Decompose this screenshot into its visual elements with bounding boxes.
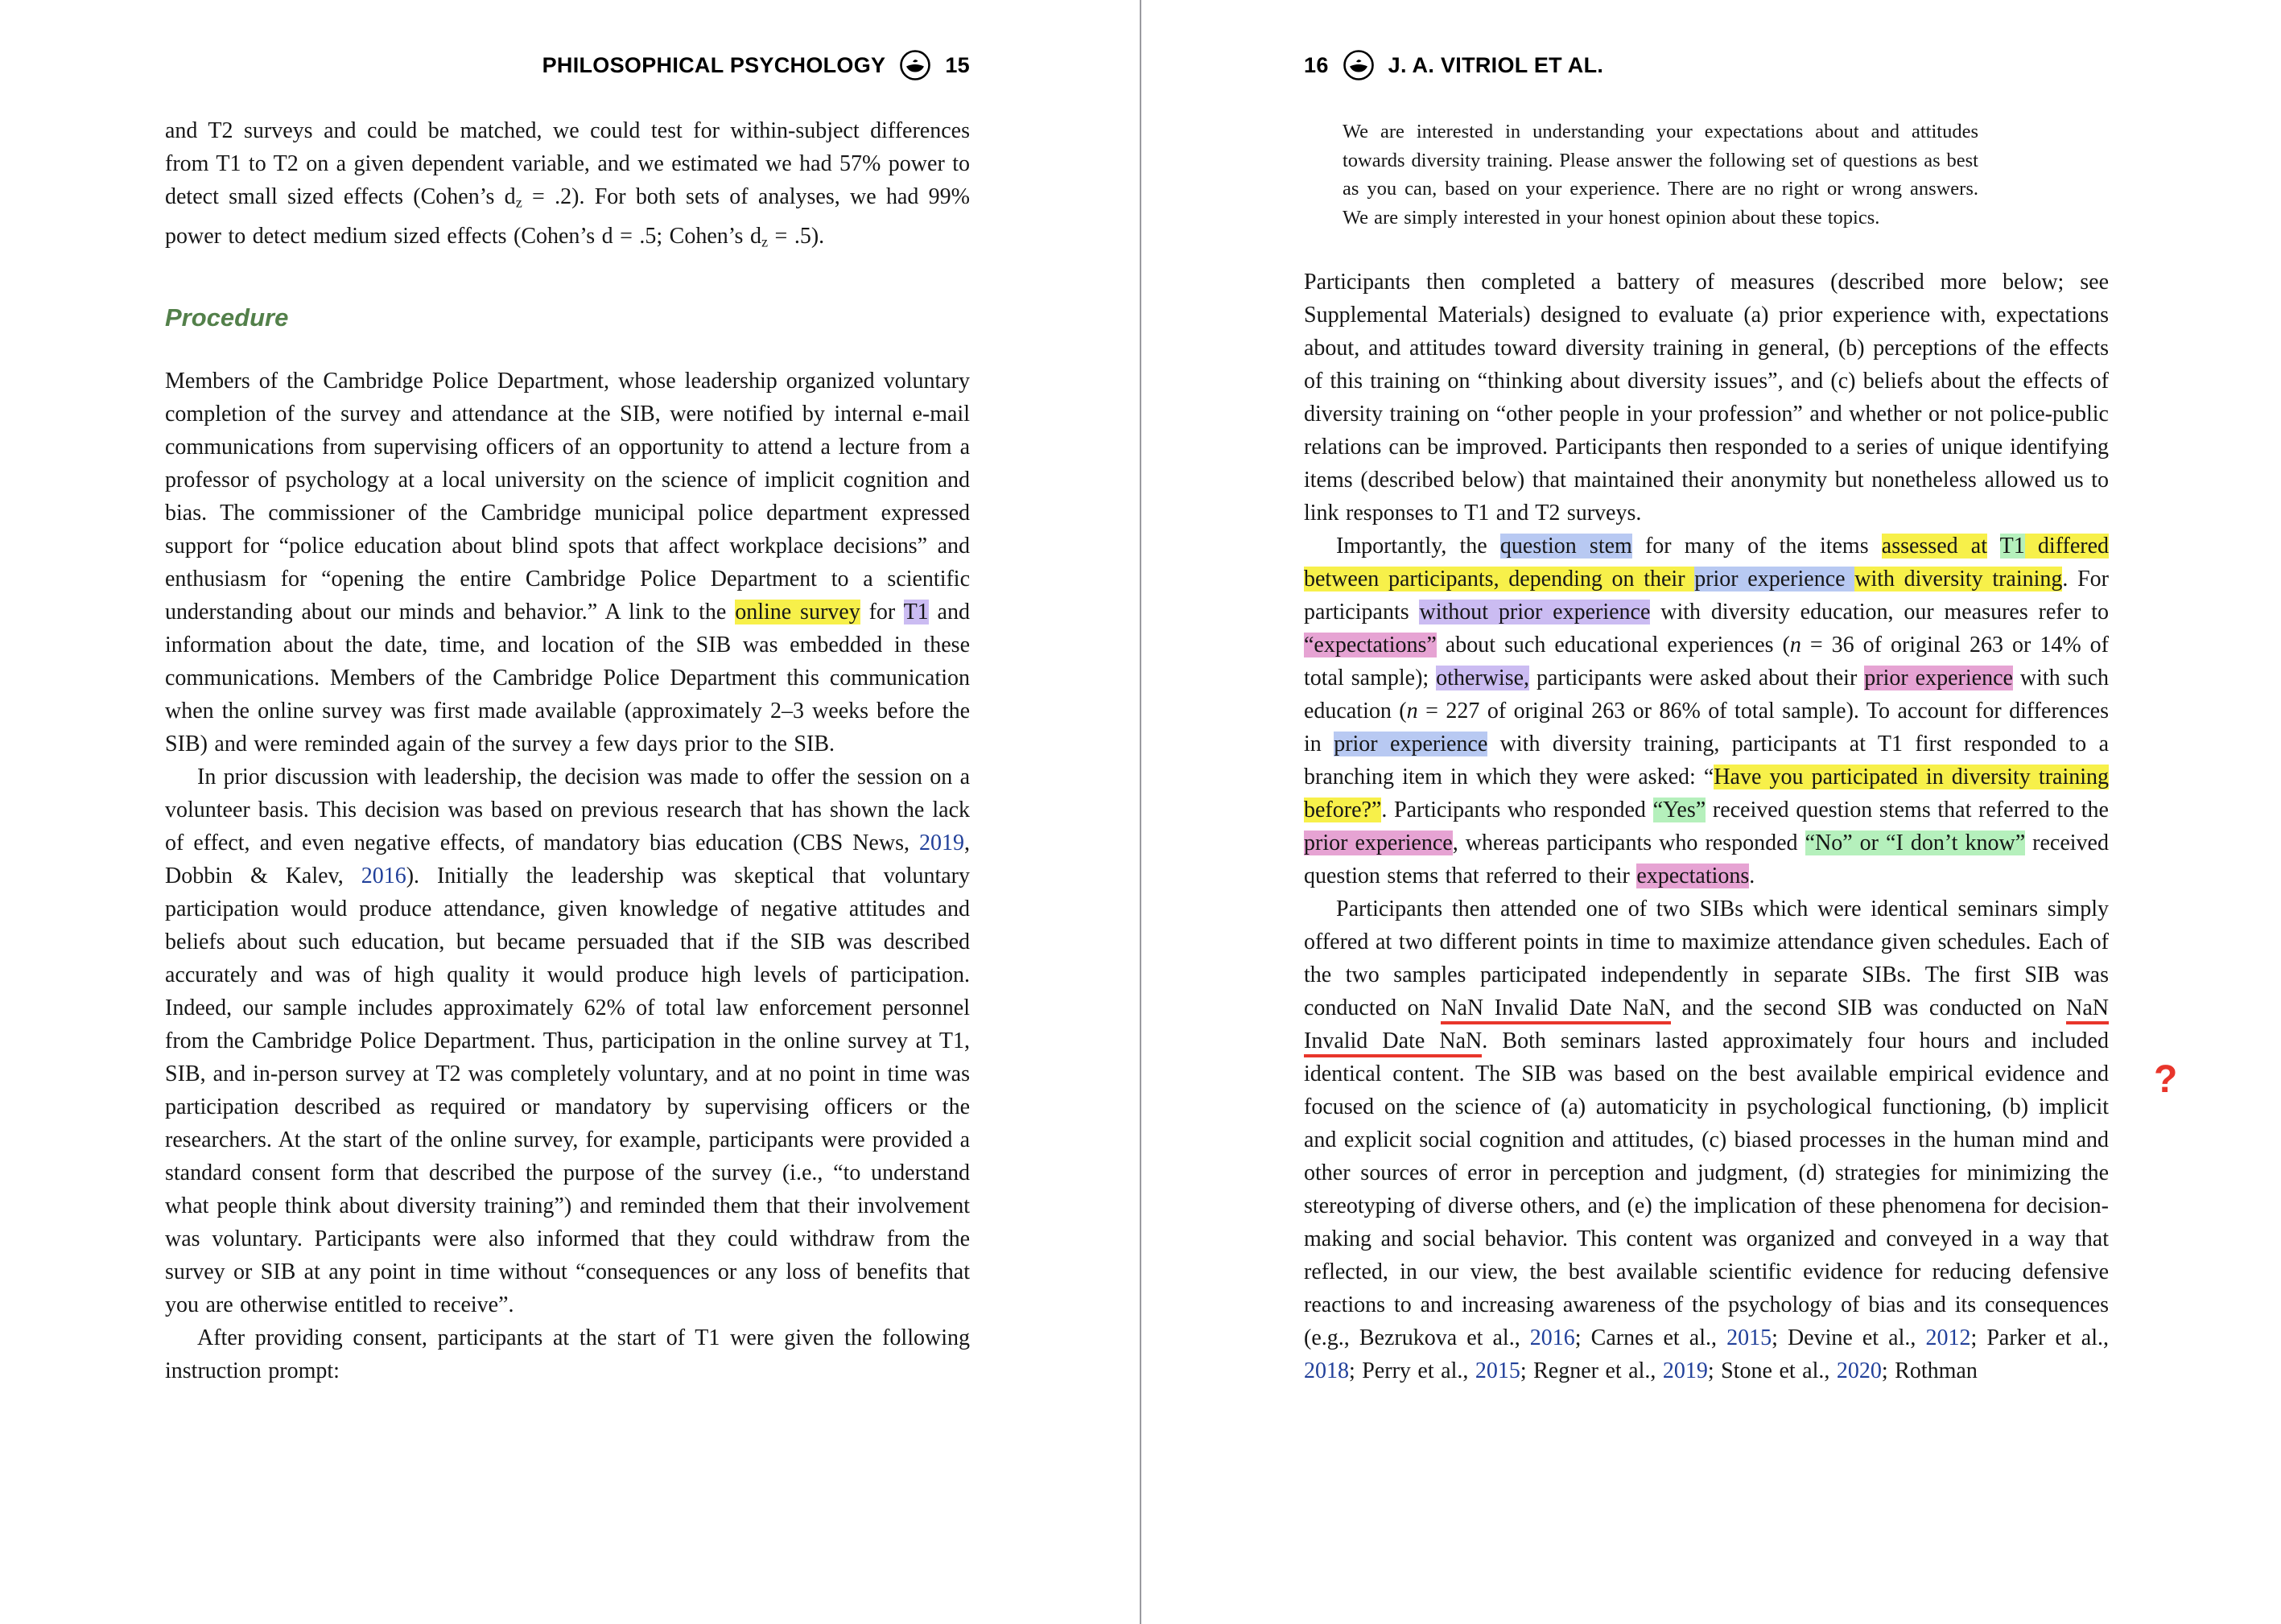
invalid-date-text: NaN Invalid Date NaN,: [1441, 995, 1671, 1024]
highlight-pink: expectations: [1636, 864, 1750, 888]
right-page-header: [1304, 48, 1603, 82]
citation-link[interactable]: 2015: [1475, 1358, 1520, 1383]
paragraph: [1304, 266, 2109, 530]
publisher-logo-icon: [898, 48, 932, 82]
text-run: ; Parker et al.,: [1970, 1325, 2109, 1350]
margin-question-annotation: ?: [2154, 1058, 2178, 1101]
publisher-logo-icon: [1342, 48, 1376, 82]
subscript-text: z: [761, 233, 769, 250]
citation-link[interactable]: 2018: [1304, 1358, 1349, 1383]
section-heading: Procedure: [165, 303, 289, 332]
citation-link[interactable]: 2019: [1662, 1358, 1708, 1383]
text-run: [1987, 534, 2000, 559]
text-run: = .2). For both sets of analyses, we had 99% power to detect medium sized effects (Cohen’s d = .5; Cohen’s d: [165, 184, 971, 249]
highlight-blue: question stem: [1499, 534, 1632, 559]
highlight-pink: “expectations”: [1304, 633, 1437, 657]
paragraph: [165, 365, 970, 760]
text-run: ; Rothman: [1881, 1358, 1978, 1383]
text-run: After providing consent, participants at the start of T1 were given the following instruction prompt:: [165, 1325, 970, 1384]
page-number: 16: [1304, 52, 1329, 77]
text-run: . For participants: [1304, 567, 2109, 624]
highlight-pink: prior experience: [1304, 831, 1453, 855]
text-run: ; Devine et al.,: [1772, 1325, 1926, 1350]
citation-link[interactable]: 2016: [361, 864, 406, 889]
text-run: ; Stone et al.,: [1707, 1358, 1837, 1383]
citation-link[interactable]: 2012: [1925, 1325, 1971, 1350]
text-run: = .5).: [768, 223, 825, 249]
highlight-purple: without prior experience: [1419, 600, 1651, 624]
text-run: Importantly, the: [1336, 534, 1500, 559]
text-run: ; Perry et al.,: [1349, 1358, 1475, 1383]
text-run: for: [860, 600, 904, 625]
citation-link[interactable]: 2016: [1529, 1325, 1575, 1350]
text-run: received question stems that referred to their: [1304, 831, 2109, 888]
text-run: We are interested in understanding your expectations about and attitudes towards diversity training. Please answer the following set of questions as best as you can, based on your experience. There are no right or wrong answers. We are simply interested in your honest opinion about these topics.: [1343, 121, 1978, 229]
invalid-date-text: NaN Invalid Date NaN: [1304, 995, 2109, 1057]
text-run: with diversity education, our measures refer to: [1650, 600, 2110, 624]
text-run: .: [1749, 864, 1755, 888]
highlight-purple: T1: [903, 600, 929, 625]
page-number: 15: [945, 52, 970, 77]
text-run: ). Initially the leadership was skeptical that voluntary participation would produce attendance, given knowledge of negative attitudes and beliefs about such education, but became persuaded that if the SIB was described accurately and was of high quality it would produce high levels of participation. Indeed, our sample includes approximately 62% of total law enforcement personnel from the Cambridge Police Department. Thus, participation in the online survey at T1, SIB, and in-person survey at T2 was completely voluntary, and at no point in time was participation described as required or mandatory by supervising officers or the researchers. At the start of the online survey, for example, participants were provided a standard consent form that described the purpose of the survey (i.e., “to understand what people think about diversity training”) and reminded them that their involvement was voluntary. Participants were also informed that they could withdraw from the survey or SIB at any point in time without “consequences or any loss of benefits that you are otherwise entitled to receive”.: [165, 864, 970, 1318]
highlight-yellow: assessed at: [1881, 534, 1987, 559]
page-divider: [1140, 0, 1141, 1624]
citation-link[interactable]: 2020: [1836, 1358, 1882, 1383]
text-run: and information about the date, time, and location of the SIB was embedded in these communications. Members of the Cambridge Police Department this communication when the online survey was first made available (approximately 2–3 weeks before the SIB) and were reminded again of the survey a few days prior to the SIB.: [165, 600, 970, 757]
highlight-purple: otherwise,: [1436, 666, 1530, 690]
text-run: In prior discussion with leadership, the decision was made to offer the session on a volunteer basis. This decision was based on previous research that has shown the lack of effect, and even negative effects, of mandatory bias education (CBS News,: [165, 765, 970, 856]
text-run: = 227 of original 263 or 86% of total sample). To account for differences in: [1304, 699, 2109, 756]
journal-title: PHILOSOPHICAL PSYCHOLOGY: [542, 52, 886, 77]
citation-link[interactable]: 2019: [919, 831, 964, 856]
paragraph: [165, 760, 970, 1321]
text-run: Participants then completed a battery of measures (described more below; see Supplemental Materials) designed to evaluate (a) prior experience with, expectations about, and attitudes toward diversity training in general, (b) perceptions of the effects of this training on “thinking about diversity issues”, and (c) beliefs about the effects of diversity training on “other people in your profession” and whether or not police-public relations can be improved. Participants then responded to a series of unique identifying items (described below) that maintained their anonymity but nonetheless allowed us to link responses to T1 and T2 surveys.: [1304, 270, 2109, 526]
instruction-prompt-quote: [1343, 117, 1978, 232]
highlight-yellow: with diversity training: [1854, 567, 2063, 591]
text-run: with such education (: [1304, 666, 2110, 723]
paragraph: [1304, 892, 2109, 1387]
italic-text: n: [1789, 633, 1801, 657]
text-run: received question stems that referred to the: [1706, 798, 2109, 822]
highlight-yellow: online survey: [735, 600, 860, 625]
text-run: = 36 of original 263 or 14% of total sample);: [1304, 633, 2109, 690]
left-page-body: [165, 114, 970, 1387]
left-page-header: [165, 48, 970, 82]
paragraph: [165, 1321, 970, 1387]
highlight-green: “No” or “I don’t know”: [1805, 831, 2026, 855]
highlight-blue: prior experience: [1334, 732, 1488, 756]
text-run: . Both seminars lasted approximately four hours and included identical content. The SIB was based on the best available empirical evidence and focused on the science of (a) automaticity in psychological functioning, (b) implicit and explicit social cognition and attitudes, (c) biased processes in the human mind and other sources of error in perception and judgment, (d) strategies for minimizing the stereotyping of diverse others, and (e) the implication of these phenomena for decision-making and social behavior. This content was organized and conveyed in a way that reflected, in our view, the best available scientific evidence for reducing defensive reactions to and increasing awareness of the psychology of bias and its consequences (e.g., Bezrukova et al.,: [1304, 1028, 2109, 1350]
text-run: , Dobbin & Kalev,: [165, 831, 970, 889]
citation-link[interactable]: 2015: [1726, 1325, 1772, 1350]
highlight-pink: prior experience: [1864, 666, 2013, 690]
highlight-yellow: differed between participants, depending on their: [1304, 534, 2110, 591]
text-run: about such educational experiences (: [1436, 633, 1790, 657]
highlight-green: T1: [1999, 534, 2025, 559]
right-page-body: [1304, 114, 2109, 1387]
text-run: Participants then attended one of two SIBs which were identical seminars simply offered at two different points in time to maximize attendance given schedules. Each of the two samples participated independently in separate SIBs. The first SIB was conducted on: [1304, 896, 2109, 1020]
text-run: ; Regner et al.,: [1520, 1358, 1663, 1383]
text-run: , whereas participants who responded: [1452, 831, 1805, 855]
text-run: ; Carnes et al.,: [1574, 1325, 1727, 1350]
text-run: with diversity training, participants at T1 first responded to a branching item in which they were asked: “: [1304, 732, 2109, 789]
running-head-authors: J. A. VITRIOL ET AL.: [1388, 52, 1604, 77]
highlight-yellow: Have you participated in diversity training before?”: [1304, 765, 2109, 822]
text-run: participants were asked about their: [1529, 666, 1865, 690]
subscript-text: z: [515, 194, 522, 211]
italic-text: n: [1406, 699, 1418, 723]
text-run: and T2 surveys and could be matched, we could test for within-subject differences from T1 to T2 on a given dependent variable, and we estimated we had 57% power to detect small sized effects (Cohen’s d: [165, 118, 970, 209]
text-run: Members of the Cambridge Police Department, whose leadership organized voluntary completion of the survey and attendance at the SIB, were notified by internal e-mail communications from supervising officers of an opportunity to attend a lecture from a professor of psychology at a local university on the science of implicit cognition and bias. The commissioner of the Cambridge municipal police department expressed support for “police education about blind spots that affect workplace decisions” and enthusiasm for “opening the entire Cambridge Police Department to a scientific understanding about our minds and behavior.” A link to the: [165, 369, 970, 625]
text-run: for many of the items: [1631, 534, 1882, 559]
paragraph: [165, 114, 970, 258]
highlight-blue: prior experience: [1694, 567, 1855, 591]
highlight-green: “Yes”: [1652, 798, 1706, 822]
text-run: . Participants who responded: [1381, 798, 1653, 822]
paragraph: [1304, 530, 2109, 892]
text-run: and the second SIB was conducted on: [1670, 995, 2067, 1020]
